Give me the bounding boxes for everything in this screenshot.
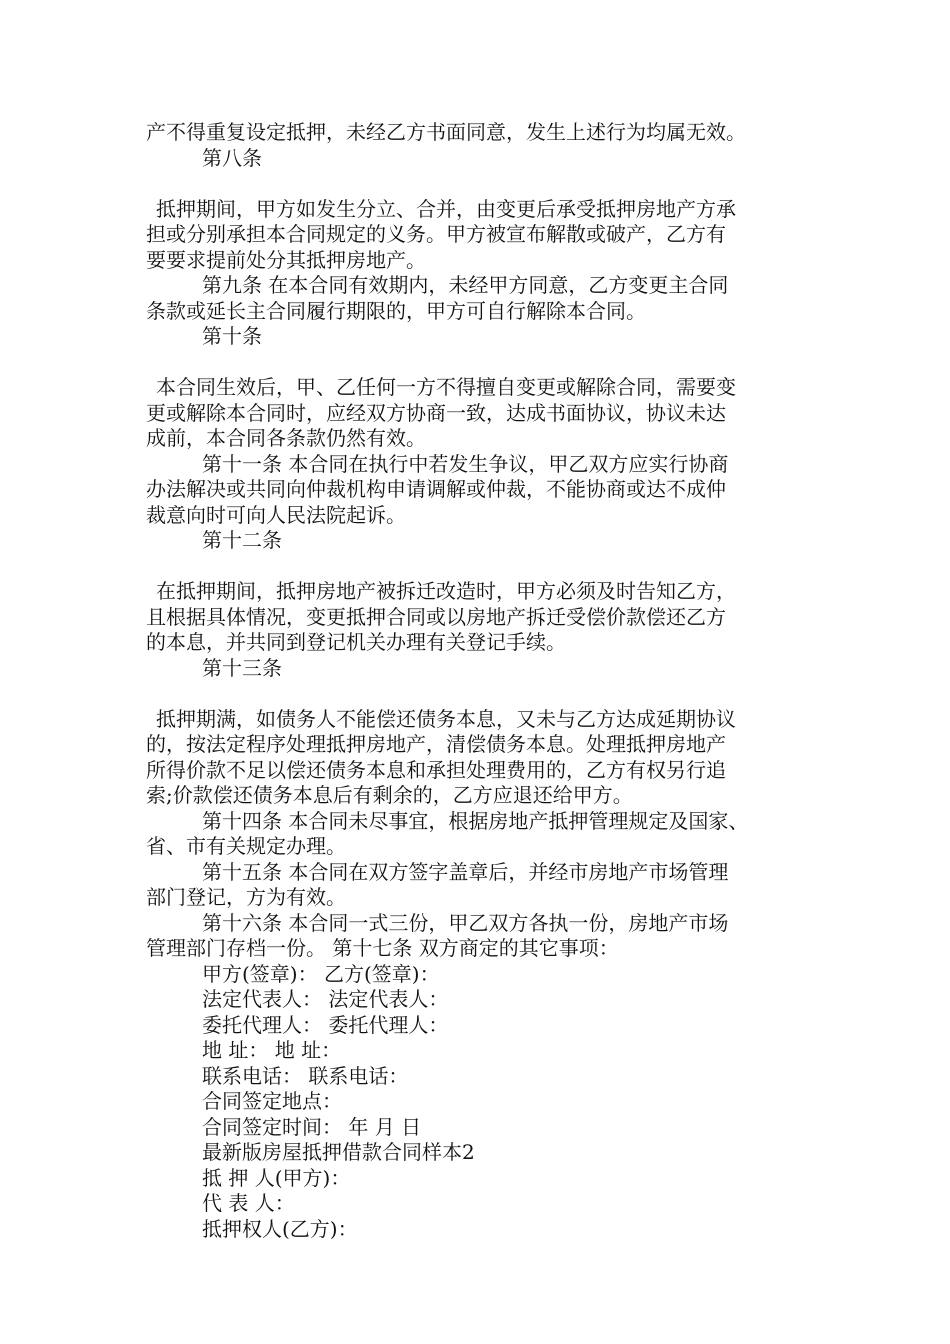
- signature-field-line: 甲方(签章)： 乙方(签章)：: [202, 961, 440, 986]
- clause-heading-line: 第八条: [202, 145, 262, 170]
- text-line: 产不得重复设定抵押，未经乙方书面同意，发生上述行为均属无效。: [146, 120, 746, 144]
- text-line: 成前，本合同各条款仍然有效。: [146, 426, 426, 450]
- signature-field-line: 抵押权人(乙方)：: [202, 1216, 358, 1241]
- text-line: 在抵押期间，抵押房地产被拆迁改造时，甲方必须及时告知乙方，: [156, 579, 736, 603]
- signature-field-line: 地 址： 地 址：: [202, 1038, 342, 1062]
- text-line: 抵押期满，如债务人不能偿还债务本息，又未与乙方达成延期协议: [156, 706, 736, 731]
- clause-heading-line: 第十一条 本合同在执行中若发生争议，甲乙双方应实行协商: [202, 451, 729, 476]
- text-line: 部门登记，方为有效。: [146, 885, 346, 909]
- signature-field-line: 合同签定地点：: [202, 1089, 342, 1113]
- text-line: 要要求提前处分其抵押房地产。: [146, 247, 426, 272]
- blank-line: [146, 681, 822, 707]
- text-line: 索;价款偿还债务本息后有剩余的，乙方应退还给甲方。: [146, 783, 633, 807]
- clause-heading-line: 第十五条 本合同在双方签字盖章后，并经市房地产市场管理: [202, 859, 729, 884]
- signature-field-line: 委托代理人： 委托代理人：: [202, 1012, 449, 1037]
- signature-field-line: 联系电话： 联系电话：: [202, 1063, 409, 1088]
- text-line: 本合同生效后，甲、乙任何一方不得擅自变更或解除合同，需要变: [156, 375, 736, 399]
- text-line: 办法解决或共同向仲裁机构申请调解或仲裁，不能协商或达不成仲: [146, 477, 726, 501]
- clause-heading-line: 第十二条: [202, 528, 282, 552]
- clause-heading-line: 第十三条: [202, 655, 282, 680]
- text-line: 更或解除本合同时，应经双方协商一致，达成书面协议，协议未达: [146, 400, 726, 425]
- blank-line: [146, 350, 822, 376]
- document-body: [146, 120, 822, 1242]
- signature-field-line: 合同签定时间： 年 月 日: [202, 1114, 422, 1139]
- blank-line: [146, 171, 822, 197]
- signature-field-line: 最新版房屋抵押借款合同样本2: [202, 1140, 475, 1164]
- clause-heading-line: 第十六条 本合同一式三份，甲乙双方各执一份，房地产市场: [202, 910, 729, 935]
- text-line: 抵押期间，甲方如发生分立、合并，由变更后承受抵押房地产方承: [156, 196, 736, 221]
- signature-field-line: 代 表 人：: [202, 1191, 295, 1215]
- text-line: 裁意向时可向人民法院起诉。: [146, 502, 406, 527]
- text-line: 省、市有关规定办理。: [146, 834, 346, 858]
- text-line: 的本息，并共同到登记机关办理有关登记手续。: [146, 630, 566, 654]
- text-line: 且根据具体情况，变更抵押合同或以房地产拆迁受偿价款偿还乙方: [146, 604, 726, 629]
- blank-line: [146, 554, 822, 580]
- clause-heading-line: 第十条: [202, 324, 262, 348]
- clause-heading-line: 第十四条 本合同未尽事宜，根据房地产抵押管理规定及国家、: [202, 808, 749, 833]
- text-line: 管理部门存档一份。 第十七条 双方商定的其它事项：: [146, 936, 619, 960]
- signature-field-line: 抵 押 人(甲方)：: [202, 1165, 351, 1190]
- text-line: 所得价款不足以偿还债务本息和承担处理费用的，乙方有权另行追: [146, 757, 726, 782]
- text-line: 条款或延长主合同履行期限的，甲方可自行解除本合同。: [146, 298, 646, 323]
- text-line: 的，按法定程序处理抵押房地产，清偿债务本息。处理抵押房地产: [146, 732, 726, 756]
- text-line: 担或分别承担本合同规定的义务。甲方被宣布解散或破产，乙方有: [146, 222, 726, 246]
- signature-field-line: 法定代表人： 法定代表人：: [202, 987, 449, 1011]
- clause-heading-line: 第九条 在本合同有效期内，未经甲方同意，乙方变更主合同: [202, 273, 729, 297]
